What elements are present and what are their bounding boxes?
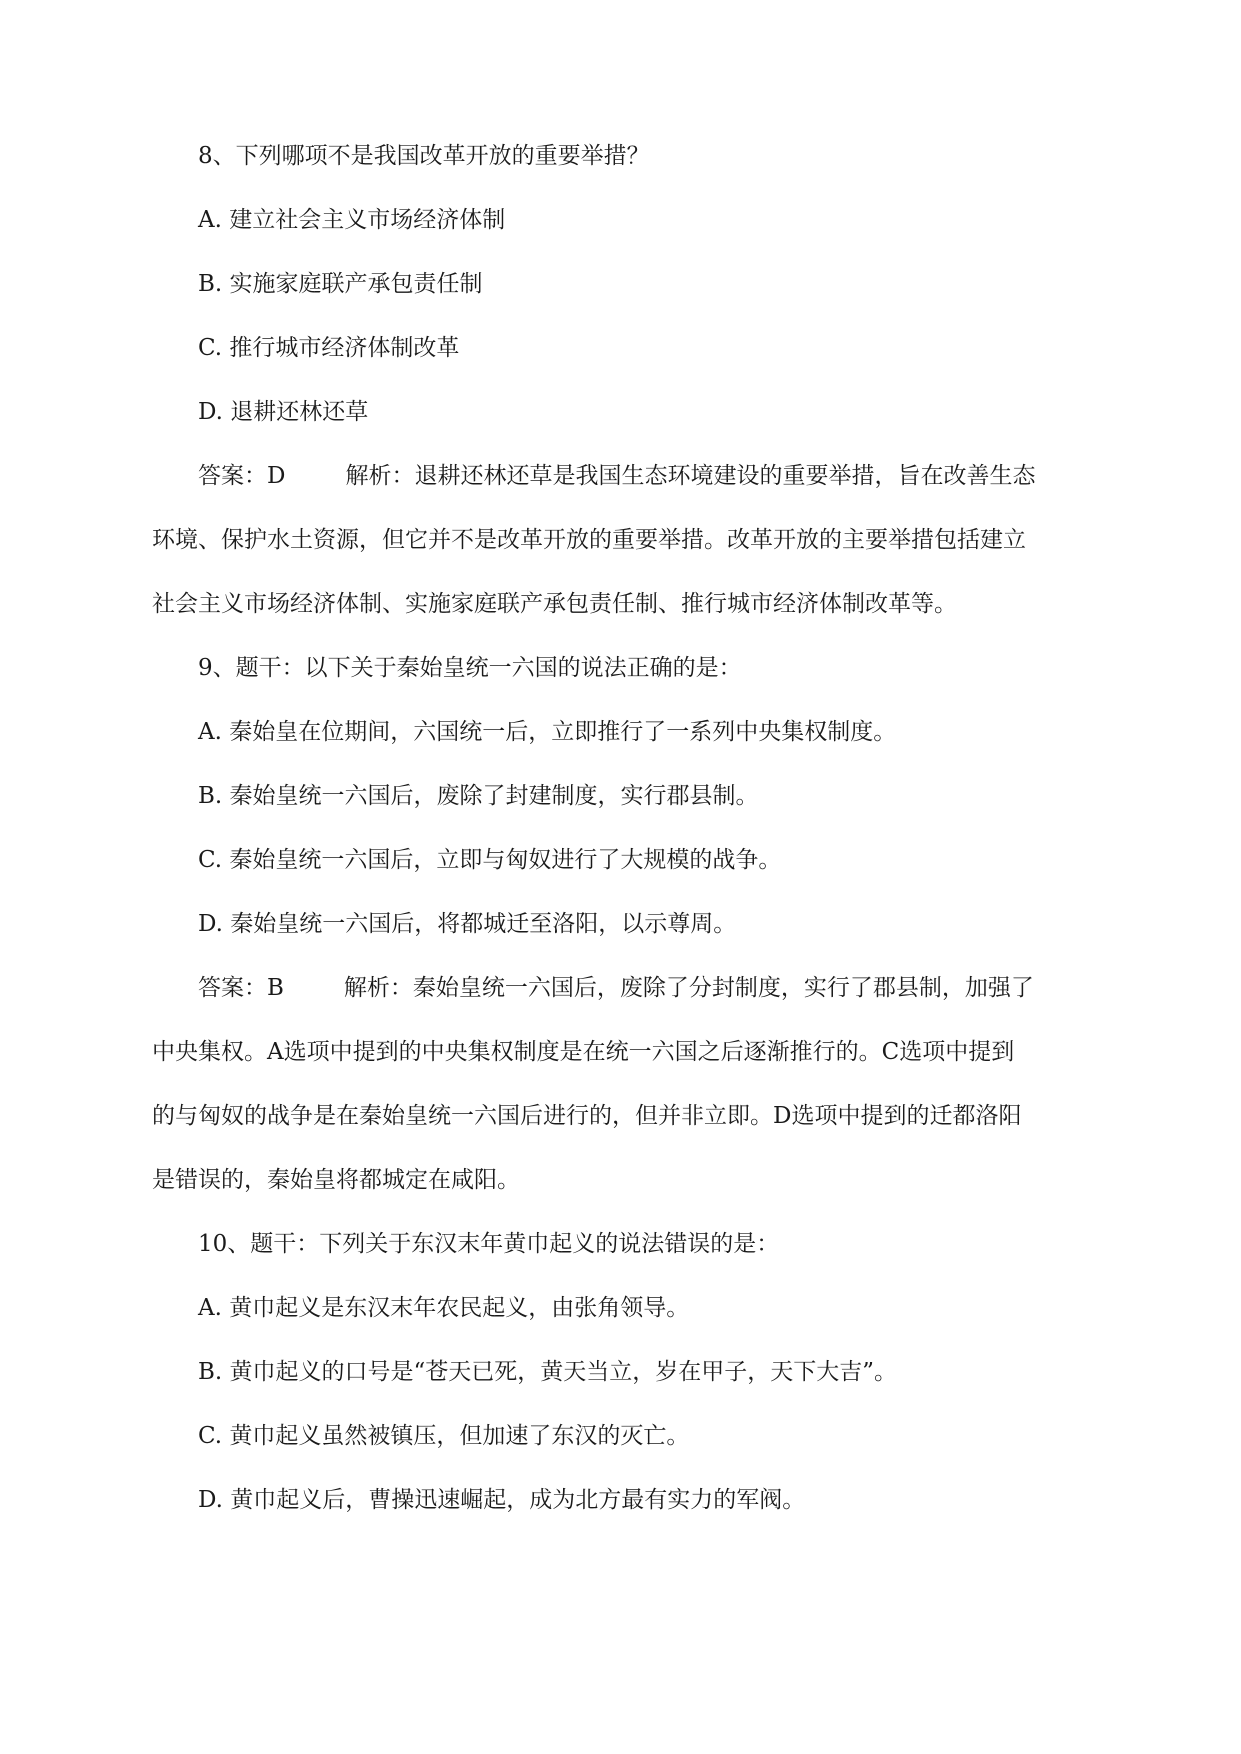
question-8-option-b: B. 实施家庭联产承包责任制 <box>198 271 483 297</box>
question-8-answer-line-1 <box>152 460 1092 492</box>
question-10-option-a: A. 黄巾起义是东汉末年农民起义，由张角领导。 <box>198 1295 690 1321</box>
question-8-answer-block <box>152 460 1092 620</box>
question-10-option-b: B. 黄巾起义的口号是“苍天已死，黄天当立，岁在甲子，天下大吉”。 <box>198 1359 898 1385</box>
question-9-option-a: A. 秦始皇在位期间，六国统一后，立即推行了一系列中央集权制度。 <box>198 719 897 745</box>
question-8-explanation-line-1: 解析：退耕还林还草是我国生态环境建设的重要举措，旨在改善生态 <box>345 463 1036 489</box>
question-10-stem: 10、题干：下列关于东汉末年黄巾起义的说法错误的是： <box>198 1231 780 1257</box>
question-9-option-b: B. 秦始皇统一六国后，废除了封建制度，实行郡县制。 <box>198 783 759 809</box>
question-9-option-d: D. 秦始皇统一六国后，将都城迁至洛阳，以示尊周。 <box>198 911 737 937</box>
question-8-explanation-line-2: 环境、保护水土资源，但它并不是改革开放的重要举措。改革开放的主要举措包括建立 <box>152 527 1026 553</box>
question-9-stem: 9、题干：以下关于秦始皇统一六国的说法正确的是： <box>198 655 742 681</box>
document-page <box>152 140 1092 1548</box>
question-9-answer-line-1 <box>152 972 1092 1004</box>
question-9-explanation-line-4: 是错误的，秦始皇将都城定在咸阳。 <box>152 1167 520 1193</box>
question-9-explanation-line-1: 解析：秦始皇统一六国后，废除了分封制度，实行了郡县制，加强了 <box>343 975 1034 1001</box>
question-10-option-c: C. 黄巾起义虽然被镇压，但加速了东汉的灭亡。 <box>198 1423 690 1449</box>
question-9-answer-block <box>152 972 1092 1196</box>
question-8-option-d: D. 退耕还林还草 <box>198 399 369 425</box>
question-8-explanation-line-3: 社会主义市场经济体制、实施家庭联产承包责任制、推行城市经济体制改革等。 <box>152 591 957 617</box>
question-9-option-c: C. 秦始皇统一六国后，立即与匈奴进行了大规模的战争。 <box>198 847 782 873</box>
question-9-answer-label: 答案：B <box>198 975 284 1001</box>
question-8-stem: 8、下列哪项不是我国改革开放的重要举措？ <box>198 143 650 169</box>
question-8-option-a: A. 建立社会主义市场经济体制 <box>198 207 506 233</box>
question-9-explanation-line-3: 的与匈奴的战争是在秦始皇统一六国后进行的，但并非立即。D选项中提到的迁都洛阳 <box>152 1103 1022 1129</box>
question-10-option-d: D. 黄巾起义后，曹操迅速崛起，成为北方最有实力的军阀。 <box>198 1487 806 1513</box>
question-9-explanation-line-2: 中央集权。A选项中提到的中央集权制度是在统一六国之后逐渐推行的。C选项中提到 <box>152 1039 1015 1065</box>
question-8-answer-label: 答案：D <box>198 463 286 489</box>
question-8-option-c: C. 推行城市经济体制改革 <box>198 335 460 361</box>
